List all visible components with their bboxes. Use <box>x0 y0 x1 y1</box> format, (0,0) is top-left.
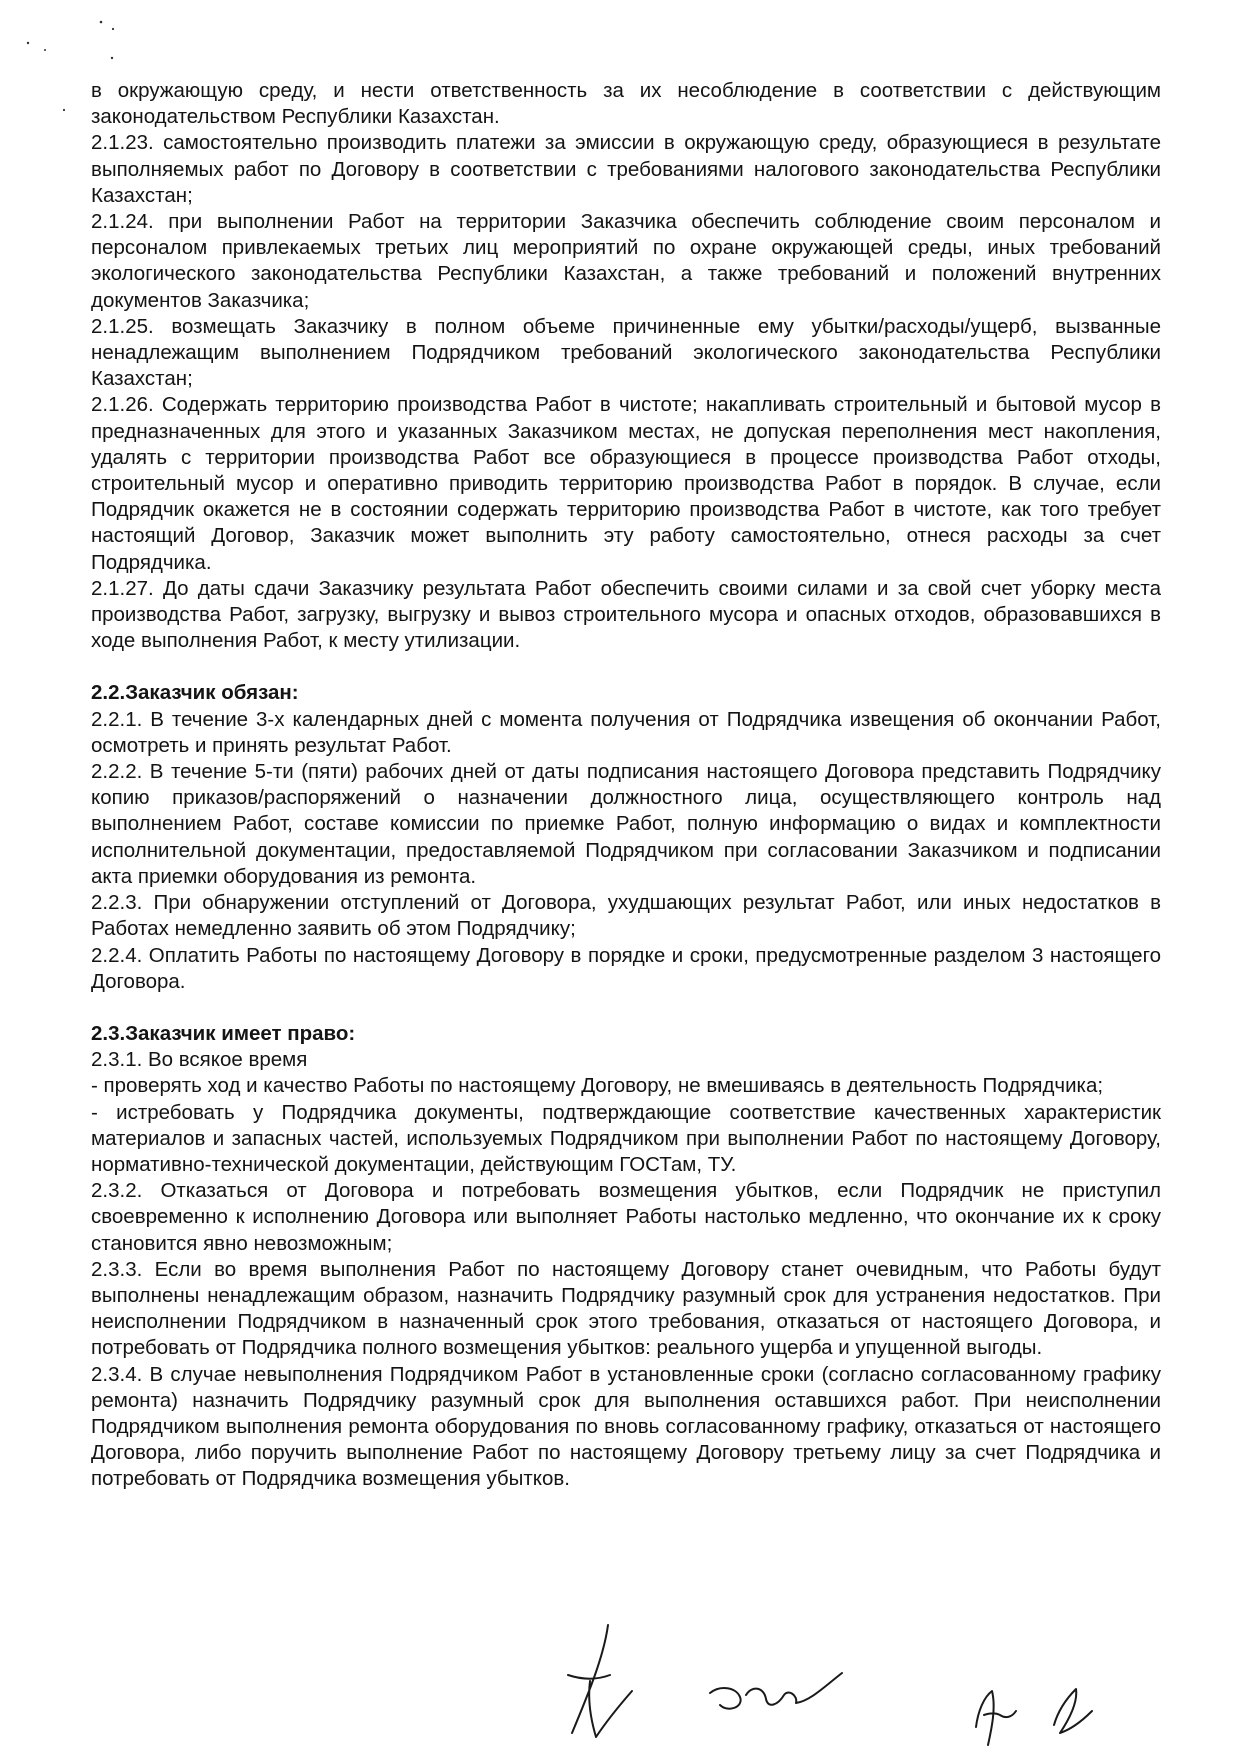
section-spacer <box>91 995 1161 1021</box>
document-page <box>91 78 1161 1493</box>
paragraph-2-1-26: 2.1.26. Содержать территорию производства Работ в чистоте; накапливать строительный и бытовой мусор в предназначенных для этого и указанных Заказчиком местах, не допуская переполнения мест накопления, удалять с территории производства Работ все образующиеся в процессе производства Работ отходы, строительный мусор и оперативно приводить территорию производства Работ в порядок. В случае, если Подрядчик окажется не в состоянии содержать территорию производства Работ в чистоте, как того требует настоящий Договор, Заказчик может выполнить эту работу самостоятельно, отнеся расходы за счет Подрядчика. <box>91 393 1161 574</box>
paragraph-2-1-22-tail: в окружающую среду, и нести ответственность за их несоблюдение в соответствии с действующим законодательством Республики Казахстан. <box>91 79 1161 129</box>
paragraph-2-3-2: 2.3.2. Отказаться от Договора и потребовать возмещения убытков, если Подрядчик не приступил своевременно к исполнению Договора или выполняет Работы настолько медленно, что окончание их к сроку становится явно невозможным; <box>91 1179 1161 1255</box>
paragraph-2-2-1: 2.2.1. В течение 3-х календарных дней с момента получения от Подрядчика извещения об окончании Работ, осмотреть и принять результат Работ. <box>91 707 1161 757</box>
paragraph-2-3-4: 2.3.4. В случае невыполнения Подрядчиком Работ в установленные сроки (согласно согласованному графику ремонта) назначить Подрядчику разумный срок для выполнения оставшихся работ. При неисполнении Подрядчиком выполнения ремонта оборудования по вновь согласованному графику, отказаться от настоящего Договора, либо поручить выполнение Работ по настоящему Договору третьему лицу за счет Подрядчика и потребовать от Подрядчика возмещения убытков. <box>91 1362 1161 1491</box>
paragraph-2-1-24: 2.1.24. при выполнении Работ на территории Заказчика обеспечить соблюдение своим персоналом и персоналом привлекаемых третьих лиц мероприятий по охране окружающей среды, иных требований экологического законодательства Республики Казахстан, а также требований и положений внутренних документов Заказчика; <box>91 210 1161 312</box>
paragraph-2-1-23: 2.1.23. самостоятельно производить платежи за эмиссии в окружающую среду, образующиеся в результате выполняемых работ по Договору в соответствии с требованиями налогового законодательства Республики Казахстан; <box>91 131 1161 207</box>
paragraph-2-3-3: 2.3.3. Если во время выполнения Работ по настоящему Договору станет очевидным, что Работы будут выполнены ненадлежащим образом, назначить Подрядчику разумный срок для устранения недостатков. При неисполнении Подрядчиком в назначенный срок этого требования, отказаться от настоящего Договора, и потребовать от Подрядчика полного возмещения убытков: реального ущерба и упущенной выгоды. <box>91 1257 1161 1360</box>
signature-3 <box>976 1689 1092 1745</box>
paragraph-2-1-27: 2.1.27. До даты сдачи Заказчику результата Работ обеспечить своими силами и за свой счет уборку места производства Работ, загрузку, выгрузку и вывоз строительного мусора и опасных отходов, образовавшихся в ходе выполнения Работ, к месту утилизации. <box>91 576 1161 653</box>
paragraph-2-3-1-check: - проверять ход и качество Работы по настоящему Договору, не вмешиваясь в деятельность Подрядчика; <box>91 1074 1104 1098</box>
signature-2 <box>710 1673 842 1709</box>
paragraph-2-1-25: 2.1.25. возмещать Заказчику в полном объеме причиненные ему убытки/расходы/ущерб, вызванные ненадлежащим выполнением Подрядчиком требований экологического законодательства Республики Казахстан; <box>91 314 1161 391</box>
paragraph-2-3-1: 2.3.1. Во всякое время <box>91 1048 308 1072</box>
signatures <box>560 1615 1240 1754</box>
section-2-3-heading: 2.3.Заказчик имеет право: <box>91 1021 356 1045</box>
paragraph-2-3-1-request: - истребовать у Подрядчика документы, подтверждающие соответствие качественных характеристик материалов и запасных частей, используемых Подрядчиком при выполнении Работ по настоящему Договору, нормативно-технической документации, действующим ГОСТам, ТУ. <box>91 1100 1161 1176</box>
paragraph-2-2-2: 2.2.2. В течение 5-ти (пяти) рабочих дней от даты подписания настоящего Договора представить Подрядчику копию приказов/распоряжений о назначении должностного лица, осуществляющего контроль над выполнением Работ, составе комиссии по приемке Работ, полную информацию о видах и комплектности исполнительной документации, предоставляемой Подрядчиком при согласовании Заказчиком и подписании акта приемки оборудования из ремонта. <box>91 760 1161 888</box>
section-2-2-heading: 2.2.Заказчик обязан: <box>91 681 299 705</box>
signature-1 <box>568 1625 632 1737</box>
section-spacer <box>91 654 1161 680</box>
paragraph-2-2-4: 2.2.4. Оплатить Работы по настоящему Договору в порядке и сроки, предусмотренные разделом 3 настоящего Договора. <box>91 943 1161 993</box>
paragraph-2-2-3: 2.2.3. При обнаружении отступлений от Договора, ухудшающих результат Работ, или иных недостатков в Работах немедленно заявить об этом Подрядчику; <box>91 891 1161 941</box>
